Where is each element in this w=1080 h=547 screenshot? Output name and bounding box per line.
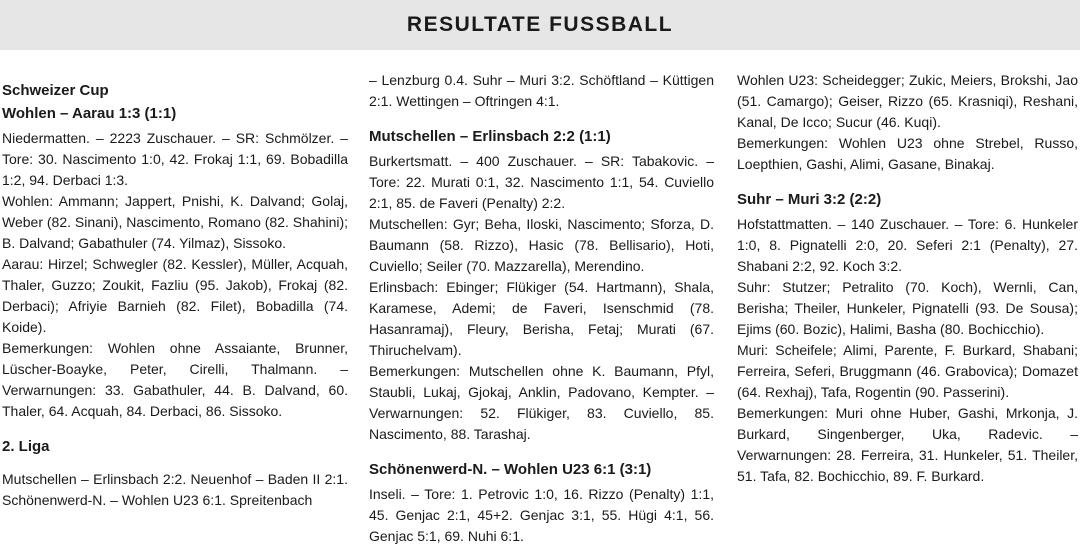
team-lineup: Mutschellen: Gyr; Beha, Iloski, Nascimento; Sforza, D. Baumann (58. Rizzo), Hasic (78. Bellisario), Hoti, Cuviello; Seiler (70. Mazzarella), Merendino. (369, 216, 714, 274)
competition-heading: 2. Liga (2, 438, 50, 455)
column-left (2, 80, 348, 511)
match-title: Mutschellen – Erlinsbach 2:2 (1:1) (369, 128, 611, 145)
match-remarks: Bemerkungen: Wohlen U23 ohne Strebel, Russo, Loepthien, Gashi, Alimi, Gasane, Binakaj. (737, 135, 1078, 172)
team-lineup: Wohlen U23: Scheidegger; Zukic, Meiers, Brokshi, Jao (51. Camargo); Geiser, Rizzo (65. Krasniqi), Reshani, Kanal, De Icco; Sucur (46. Kuqi). (737, 72, 1078, 130)
match-title: Schönenwerd-N. – Wohlen U23 6:1 (3:1) (369, 461, 652, 478)
match-title: Suhr – Muri 3:2 (2:2) (737, 191, 882, 208)
match-title: Wohlen – Aarau 1:3 (1:1) (2, 105, 177, 122)
match-summary: Inseli. – Tore: 1. Petrovic 1:0, 16. Rizzo (Penalty) 1:1, 45. Genjac 2:1, 45+2. Genjac 3:1, 55. Hügi 4:1, 56. Genjac 5:1, 69. Nuhi 6:1. (369, 486, 714, 544)
league-results: – Lenzburg 0.4. Suhr – Muri 3:2. Schöftland – Küttigen 2:1. Wettingen – Oftringen 4:1. (369, 72, 714, 109)
team-lineup: Aarau: Hirzel; Schwegler (82. Kessler), Müller, Acquah, Thaler, Guzzo; Zoukit, Fazliu (95. Jakob), Frokaj (82. Derbaci); Afriyie Barnieh (82. Filet), Bobadilla (74. Koide). (2, 256, 348, 335)
match-remarks: Bemerkungen: Muri ohne Huber, Gashi, Mrkonja, J. Burkard, Singenberger, Uka, Radevic. – Verwarnungen: 28. Ferreira, 31. Hunkeler, 51. Theiler, 51. Tafa, 82. Bochicchio, 89. F. Burkard. (737, 405, 1078, 484)
team-lineup: Suhr: Stutzer; Petralito (70. Koch), Wernli, Can, Berisha; Theiler, Hunkeler, Pignatelli (93. De Sousa); Ejims (60. Bozic), Halimi, Basha (80. Bochicchio). (737, 279, 1078, 337)
team-lineup: Muri: Scheifele; Alimi, Parente, F. Burkard, Shabani; Ferreira, Seferi, Bruggmann (46. Grabovica); Domazet (64. Rexhaj), Tafa, Rogentin (90. Passerini). (737, 342, 1078, 400)
match-remarks: Bemerkungen: Wohlen ohne Assaiante, Brunner, Lüscher-Boayke, Peter, Cirelli, Thalmann. – Verwarnungen: 33. Gabathuler, 44. B. Dalvand, 60. Thaler, 64. Acquah, 84. Derbaci, 86. Sissoko. (2, 340, 348, 419)
page-header (0, 0, 1080, 50)
match-remarks: Bemerkungen: Mutschellen ohne K. Baumann, Pfyl, Staubli, Lukaj, Gjokaj, Anklin, Padovano, Kempter. – Verwarnungen: 52. Flükiger, 83. Cuviello, 85. Nascimento, 88. Tarashaj. (369, 363, 714, 442)
match-summary: Niedermatten. – 2223 Zuschauer. – SR: Schmölzer. – Tore: 30. Nascimento 1:0, 42. Frokaj 1:1, 69. Bobadilla 1:2, 94. Derbaci 1:3. (2, 130, 348, 188)
page-title: RESULTATE FUSSBALL (406, 13, 674, 36)
match-summary: Hofstattmatten. – 140 Zuschauer. – Tore: 6. Hunkeler 1:0, 8. Pignatelli 2:0, 20. Seferi 2:1 (Penalty), 27. Shabani 2:2, 92. Koch 3:2. (737, 216, 1078, 274)
competition-heading: Schweizer Cup (2, 82, 109, 99)
team-lineup: Erlinsbach: Ebinger; Flükiger (54. Hartmann), Shala, Karamese, Ademi; de Faveri, Isenschmid (78. Hasanramaj), Fleury, Berisha, Fetaj; Murati (67. Thiruchelvam). (369, 279, 714, 358)
team-lineup: Wohlen: Ammann; Jappert, Pnishi, K. Dalvand; Golaj, Weber (82. Sinani), Nascimento, Romano (82. Shahini); B. Dalvand; Gabathuler (74. Yilmaz), Sissoko. (2, 193, 349, 251)
match-summary: Burkertsmatt. – 400 Zuschauer. – SR: Tabakovic. – Tore: 22. Murati 0:1, 32. Nascimento 1:1, 54. Cuviello 2:1, 85. de Faveri (Penalty) 2:2. (369, 153, 714, 211)
column-middle (369, 70, 714, 544)
column-right (737, 70, 1078, 511)
league-results: Mutschellen – Erlinsbach 2:2. Neuenhof – Baden II 2:1. Schönenwerd-N. – Wohlen U23 6:1. Spreitenbach (2, 471, 348, 508)
